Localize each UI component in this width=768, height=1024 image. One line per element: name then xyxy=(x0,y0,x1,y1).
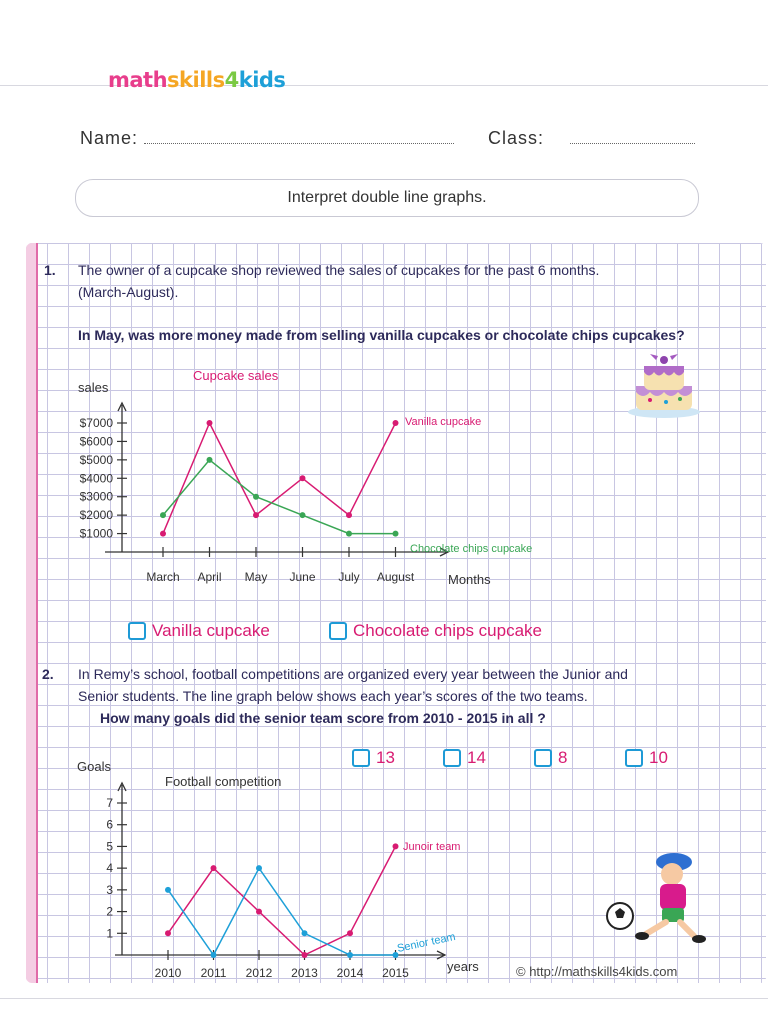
y-tick-label: 4 xyxy=(106,861,113,876)
checkbox[interactable] xyxy=(625,749,643,767)
checkbox[interactable] xyxy=(534,749,552,767)
chart2-legend-junior: Junoir team xyxy=(403,841,461,853)
y-tick-label: $7000 xyxy=(79,416,113,430)
margin-bar xyxy=(26,243,36,983)
margin-line xyxy=(36,243,38,983)
data-point xyxy=(256,909,262,915)
data-point xyxy=(160,512,166,518)
y-tick-label: 2 xyxy=(106,904,113,919)
data-point xyxy=(207,420,213,426)
chart1-title: Cupcake sales xyxy=(193,368,279,383)
chart1-legend-vanilla: Vanilla cupcake xyxy=(405,416,482,428)
data-point xyxy=(253,494,259,500)
data-point xyxy=(346,531,352,537)
footer-divider xyxy=(0,998,768,999)
data-point xyxy=(300,512,306,518)
q1-number: 1. xyxy=(44,262,56,278)
q2-option-label: 13 xyxy=(376,748,395,767)
data-point xyxy=(256,865,262,871)
data-point xyxy=(393,420,399,426)
y-tick-label: $5000 xyxy=(79,452,113,467)
y-tick-label: $4000 xyxy=(79,471,113,486)
data-point xyxy=(393,843,399,849)
checkbox[interactable] xyxy=(128,622,146,640)
data-point xyxy=(165,930,171,936)
name-field xyxy=(80,128,454,149)
footer-copyright: © http://mathskills4kids.com xyxy=(516,964,678,979)
data-point xyxy=(165,887,171,893)
data-point xyxy=(211,952,217,958)
q2-option-8[interactable] xyxy=(534,748,567,768)
x-tick-label: March xyxy=(146,570,180,584)
chart2-legend-senior: Senior team xyxy=(396,930,457,955)
q1-option-label: Vanilla cupcake xyxy=(152,621,270,640)
data-point xyxy=(302,952,308,958)
y-tick-label: $1000 xyxy=(79,526,113,541)
q2-number: 2. xyxy=(42,666,54,682)
data-point xyxy=(347,952,353,958)
q1-question: In May, was more money made from selling vanilla cupcakes or chocolate chips cupcakes? xyxy=(78,327,685,343)
y-tick-label: $2000 xyxy=(79,508,113,523)
x-tick-label: 2011 xyxy=(200,966,227,980)
class-field xyxy=(488,128,695,149)
data-point xyxy=(393,531,399,537)
q2-option-label: 10 xyxy=(649,748,668,767)
chart1-xlabel: Months xyxy=(448,572,491,587)
class-blank[interactable] xyxy=(570,143,695,144)
chart1-legend-chocolate: Chocolate chips cupcake xyxy=(410,543,533,555)
data-point xyxy=(207,457,213,463)
y-tick-label: 3 xyxy=(106,882,113,897)
x-tick-label: 2013 xyxy=(291,966,318,980)
x-tick-label: 2010 xyxy=(154,966,182,980)
y-tick-label: 6 xyxy=(106,817,113,832)
name-blank[interactable] xyxy=(144,143,454,144)
x-tick-label: 2012 xyxy=(245,966,273,980)
y-tick-label: 1 xyxy=(106,926,113,941)
data-point xyxy=(160,531,166,537)
data-point xyxy=(300,475,306,481)
q1-option-chocolate[interactable] xyxy=(329,621,542,641)
x-tick-label: 2014 xyxy=(336,966,364,980)
checkbox[interactable] xyxy=(329,622,347,640)
q1-option-vanilla[interactable] xyxy=(128,621,270,641)
q2-option-10[interactable] xyxy=(625,748,668,768)
site-logo: mathskills4kids xyxy=(108,68,286,92)
football-player-icon xyxy=(604,850,714,945)
x-tick-label: 2015 xyxy=(382,966,409,980)
y-tick-label: 7 xyxy=(106,796,113,810)
q2-option-label: 8 xyxy=(558,748,568,767)
data-point xyxy=(346,512,352,518)
q2-option-label: 14 xyxy=(467,748,486,767)
q2-text-line1: In Remy’s school, football competitions are organized every year between the Junior and xyxy=(78,666,628,682)
data-point xyxy=(211,865,217,871)
chart2-title: Football competition xyxy=(165,774,282,789)
x-tick-label: August xyxy=(376,570,415,584)
cupcake-sales-chart xyxy=(60,365,580,605)
y-tick-label: $3000 xyxy=(79,489,113,504)
q1-text-line1: The owner of a cupcake shop reviewed the sales of cupcakes for the past 6 months. xyxy=(78,262,600,278)
name-label: Name: xyxy=(80,128,139,148)
data-point xyxy=(302,930,308,936)
y-tick-label: $6000 xyxy=(79,434,113,449)
cake-icon xyxy=(626,350,702,420)
y-tick-label: 5 xyxy=(106,839,113,854)
data-point xyxy=(253,512,259,518)
x-tick-label: April xyxy=(197,570,222,584)
q2-question: How many goals did the senior team score from 2010 - 2015 in all ? xyxy=(100,710,546,726)
q1-text-line2: (March-August). xyxy=(78,284,179,300)
x-tick-label: May xyxy=(244,570,268,584)
worksheet-title: Interpret double line graphs. xyxy=(75,179,699,217)
data-point xyxy=(347,930,353,936)
chart2-ylabel: Goals xyxy=(77,759,111,774)
class-label: Class: xyxy=(488,128,545,148)
x-tick-label: June xyxy=(289,570,316,584)
series-line-1 xyxy=(163,423,396,534)
x-tick-label: July xyxy=(338,570,360,584)
chart2-xlabel: years xyxy=(447,959,479,974)
football-chart xyxy=(60,755,490,980)
chart1-ylabel: sales xyxy=(78,380,109,395)
q1-option-label: Chocolate chips cupcake xyxy=(353,621,543,640)
q2-text-line2: Senior students. The line graph below shows each year’s scores of the two teams. xyxy=(78,688,588,704)
